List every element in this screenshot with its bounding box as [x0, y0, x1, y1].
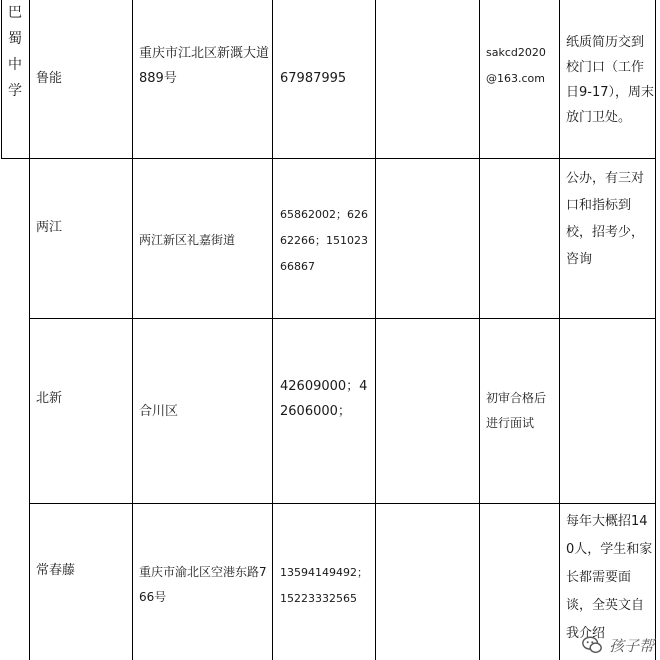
campus-name: 北新 — [36, 391, 63, 406]
interview-note: 初审合格后进行面试 — [486, 391, 547, 430]
address: 两江新区礼嘉街道 — [139, 233, 236, 247]
grid-line — [272, 0, 273, 660]
phone: 65862002；62662266；15102366867 — [280, 208, 368, 273]
grid-line — [132, 0, 133, 660]
group-cell — [2, 0, 29, 158]
grid-line — [655, 0, 656, 660]
address: 重庆市渝北区空港东路766号 — [139, 565, 267, 604]
wechat-bubble-icon — [581, 634, 603, 656]
grid-line — [29, 503, 656, 504]
note: 每年大概招140人，学生和家长都需要面谈，全英文自我介绍 — [566, 514, 653, 641]
watermark-text: 孩子帮 — [608, 636, 654, 655]
grid-line — [375, 0, 376, 660]
phone: 13594149492；15223332565 — [280, 566, 368, 605]
group-label: 巴 蜀 中 学 — [8, 5, 22, 99]
email-link[interactable]: sakcd2020@163.com — [486, 46, 546, 85]
note: 纸质简历交到校门口（工作日9-17），周末放门卫处。 — [566, 35, 654, 125]
note: 公办，有三对口和指标到校，招考少，咨询 — [566, 171, 645, 267]
grid-line — [479, 0, 480, 660]
watermark — [581, 634, 654, 656]
grid-line — [1, 158, 656, 159]
phone: 67987995 — [280, 71, 347, 86]
campus-name: 两江 — [36, 220, 63, 235]
phone: 42609000；42606000； — [280, 379, 368, 419]
address: 重庆市江北区新溉大道889号 — [139, 46, 269, 86]
campus-name: 鲁能 — [36, 71, 63, 86]
grid-line — [559, 0, 560, 660]
address: 合川区 — [139, 404, 179, 419]
grid-line — [29, 318, 656, 319]
grid-line — [29, 0, 30, 660]
campus-name: 常春藤 — [36, 563, 76, 578]
